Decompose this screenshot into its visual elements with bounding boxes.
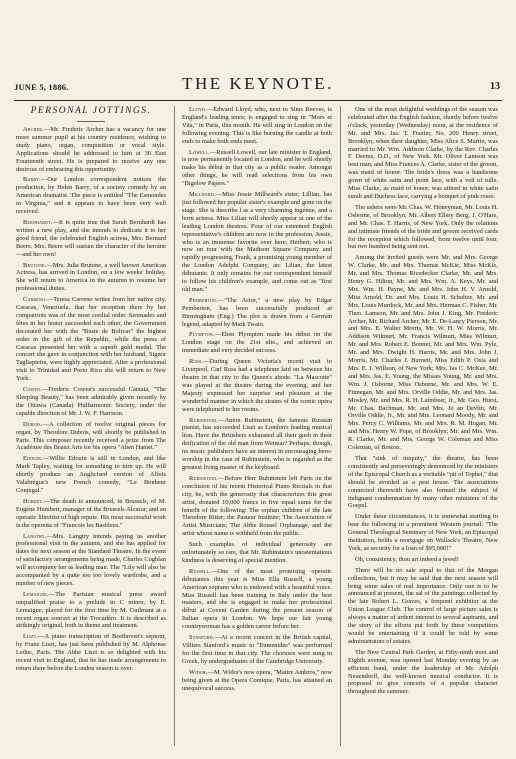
paragraph-text: —The Parisian musical press award unqualified praise to a prelude in C minor, by E. Lemaigne, played for the first time by M. Guilmant at a recent organ concert at the Trocadéro. It is described as strikingly original, both in theme and treatment.: [16, 590, 166, 630]
paragraph-text: —A piano transcription of Beethoven's septour, by Franz Liszt, has just been published by M. Alphonse Leduc, Paris. The Abbe Liszt is so delighted with his recent visit to England, that he has made arrangements to return there before the London season is over.: [16, 633, 166, 672]
paragraph-text: —At a recent concert in the British capital, Villiers Stanford's music to "Eumenides" was performed for the first time in that city. The choruses were sung in Greek, by undergraduates of the Cambridge University.: [182, 634, 332, 665]
paragraph-text: —One of the most promising operatic débutantes this year is Miss Ella Russell, a young American soprano who is endowed with a beautiful voice. Miss Russell has been training in Italy under the best masters, and she is engaged to make her professional début at Covent Garden during the present season of Italian opera in London. We hope our fair young countrywoman has a golden career before her.: [182, 567, 332, 631]
paragraph-text: —It is quite true that Sarah Bernhardt has written a new play, and she intends to dedicate it to her good friend, the celebrated English actress, Mrs. Bernard Beere. Mrs. Beere will sustain the character of the heroine—and her own!: [16, 218, 166, 258]
paragraph: [182, 568, 332, 631]
paragraph: [182, 297, 332, 329]
paragraph-lead: Ross.: [189, 358, 204, 366]
paragraph-text: Oh, consistency, thou art indeed a jewel!: [355, 555, 459, 563]
paragraph-text: —Russell Lowell, our late minister to England, is now permanently located in London, and he will shortly make his début in that city as a public reader. Amongst other things, he will read selections from his own "Bigelow Papers.": [182, 148, 332, 188]
paragraph: [16, 262, 166, 294]
paragraph: [16, 455, 166, 495]
paragraph-lead: Dubois.: [23, 420, 43, 428]
paragraph-text: —"The Actor," a new play by Edgar Pemberton, has been successfully produced at Birmingham (Eng.) The plot is drawn from a German legend, adapted by Mark Twain.: [182, 296, 332, 328]
paragraph: [182, 669, 332, 693]
paragraph: [348, 649, 498, 696]
section-divider: [77, 121, 105, 122]
paragraph: [348, 567, 498, 646]
paragraph-text: Such examples of individual generosity are unfortunately so rare, that Mr. Rubinstein's unostentatious kindness is deserving of special mention.: [182, 541, 332, 564]
paragraph: [182, 331, 332, 355]
paragraph-text: —Teresa Carreno writes from her native city, Caracas, Venezuela, that her reception there by her compatriots was of the most cordial order. Serenades and fêtes in her honor succeeded each other, the Government decorated her with the "Buste de Bolivar" the highest order in the gift of the Republic, while the press of Caracas presented her with a superb gold medal. The concert she gave in conjunction with her husband, Signor Tagliapietra, were highly appreciated. After a professional visit to Trinidad and Porto Rico she will return to New York.: [16, 296, 166, 383]
paragraph-lead: Widor.: [189, 668, 208, 676]
paragraph: [182, 634, 332, 666]
paragraph-lead: Russell.: [189, 567, 212, 575]
paragraph: [16, 219, 166, 259]
paragraph: [348, 513, 498, 553]
paragraph-text: There will be no sale equal to that of the Morgan collections, but it may be said that the next season will bring some sales of real importance. Only one is to be announced at present, the sal of the paintings collected by the late Robert L. Graves, a frequent exhibitor at the Union League Club. The control of large picture sales is always a matter of ardent interest to several aspirants, and the story of the efforts put forth by these competitors would be entertaining if it could be told by some administrators of estates.: [348, 566, 498, 645]
paragraph-text: The ushers were Mr. Chas. W. Honeyman, Mr. Louis H. Osborne, of Brooklyn, Mr. Albert Ellery Berg, J. O'Hare, and Mr. Chas. T. Harris, of New York. Only the relations and intimate friends of the bride and groom received cards for the reception which followed, from twelve until four, but two hundred being sent out.: [348, 203, 498, 251]
paragraph: [348, 204, 498, 251]
paragraph-text: That "sink of iniquity," the theatre, has been consistently and perseveringly denounced by the ministers of the Episcopal Church as a veritable "pit of Tophet," that should be avoided as a pest house. The associations connected therewith have also formed the subject of indignant condemnation by many other ministers of the Gospel.: [348, 454, 498, 510]
paragraph-lead: Pemberton.: [189, 296, 218, 304]
paragraph-lead: Plympton.: [189, 331, 215, 339]
paragraph-text: —M. Widor's new opera, "Maitre Ambros," now being given at the Opera Comique, Paris, has attained an unequivocal success.: [182, 668, 332, 692]
paragraph-text: —Willie Edouin is still in London, and like Mark Tapley, waiting for something to turn up. He will shortly produce an Anglicised version of Alfois Valabrègue's new French comedy, "Le Bonheur Conjugal.": [16, 455, 166, 494]
paragraph: [182, 149, 332, 189]
paragraph-lead: Millward.: [189, 191, 216, 199]
paragraph-text: The New Central Park Garden, at Fifty-ninth treet and Eighth avenue, was opened last Monday evening by an efficient band, under the leadership of Mr. Adolph Neuendorff, the well-known musical conductor. It is proposed to give concerts of a popular character throughout the summer.: [348, 648, 498, 696]
header-rule: [14, 100, 502, 101]
column-divider: [340, 106, 341, 746]
paragraph: [182, 541, 332, 565]
paragraph: [182, 417, 332, 472]
paragraph-lead: Stanford.: [189, 634, 215, 642]
paragraph-text: —Mr. Frederic Archer has a vacancy for one more summer pupil at his country residence, wishing to study piano, organ, composition or vocal style. Applications should be addressed to him at 36 East Fourteenth street. He is prepared to receive any one desirous of embracing this opportunity.: [16, 126, 166, 173]
paragraph: [16, 498, 166, 530]
paragraph: [16, 386, 166, 418]
paragraph-lead: Barry.: [23, 176, 41, 184]
paragraph-lead: Carreno.: [23, 296, 47, 304]
paragraph-text: —The death is announced, in Brussels, of M. Eugène Humbert, manager of the Brussels Alcazar, and an operatic librettist of high repute. His most successful work is the operetta of "Francois les Basbleus.": [16, 497, 166, 529]
column-divider: [174, 106, 175, 746]
paragraph: [182, 475, 332, 538]
paragraph-lead: Rubinstein.: [189, 474, 219, 482]
column-2: [182, 106, 332, 754]
paragraph-text: —Mrs. Julia Brutone, a well known American Actress, has arrived in London, on a few weeks' holiday. She will return to America in the autumn to resume her professional duties.: [16, 261, 166, 293]
paragraph: [16, 296, 166, 383]
paragraph-lead: Archer.: [23, 126, 44, 133]
column-1: [16, 106, 166, 754]
column-3: [348, 106, 498, 754]
paragraph: [16, 126, 166, 173]
paragraph-lead: Liszt.: [23, 633, 39, 641]
masthead-title: THE KEYNOTE.: [182, 74, 334, 93]
paragraph: [16, 421, 166, 453]
paragraph: [348, 106, 498, 201]
page-header: [14, 64, 502, 104]
paragraph-text: —Before Herr Rubinstein left Paris on the conclusion of his recent Historical Piano Recitals in that city, he, with the generosity that characterizes this great artist, donated 10,000 francs in five equal sums for the benefit of the following: The orphan children of the late Theodore Ritter; the Pasteur Institute; The Association of Artist Musicians; The Abbe Rousel Orphanage, and the artist whose name is withheld from the public.: [182, 474, 332, 538]
paragraph-lead: Langtry.: [23, 532, 47, 540]
paragraph-lead: Lowell.: [189, 148, 210, 156]
paragraph: [182, 106, 332, 146]
paragraph: [348, 254, 498, 452]
paragraph-text: One of the most delightful weddings of the season was celebrated after the English fashion, shortly before twelve o'clock, yesterday (Wednesday) noon, at the residence of Mr. and Mrs. Jas. T. Frazier, No. 200 Henry street, Brooklyn, when their daughter, Miss Alice S. Martin, was married to Mr. Wm. Addison Clarke, by the Rev. Charles F. Deems, D.D., of New York. Mr. Oliver Lamson was best man, and Miss Frances A. Clarke, sister of the groom, was maid of honor. The bride's dress was a handsome gown of white satin and point lace, with a veil of tulle. Miss Clarke, as maid of honor, was attired in white satin surah and Duchess lace, carrying a bouquet of pink roses.: [348, 106, 498, 200]
paragraph-lead: Edouin.: [23, 455, 43, 463]
paragraph: [348, 556, 498, 564]
paragraph-lead: Rubinstein.: [189, 416, 219, 424]
paragraph-lead: Lemaigne.: [23, 590, 49, 598]
paragraph-text: —Miss Jessie Millward's sister, Lillian, has just followed her popular sister's example and gone on the stage. She is describe l as a very charming ingénue, and a born actress. Miss Lilian will shortly appear at one of the leading London theatres. Four of our esteemed English representative's children are now in the profession, Jessie, who is an immense favorite over here, Herbert, who is now on tour with the Madison Square Company and rapidly progressing, Frank, a promising young member of the London Adelphi Company, an: Lilian, the latest débutante. It only remains for our correspondent himself to follow his children's example, and come out as "first old man.": [182, 191, 332, 293]
paragraph: [16, 633, 166, 673]
paragraph-text: —Eben Plympton made his début on the London stage on the 21st ulto., and achieved an immediate and very decided success.: [182, 331, 332, 355]
paragraph-text: —Mrs. Langtry intends paying us another professional visit in the autumn, and she has applied for dates for next season at the Standard Theatre. In the event of satisfactory arrangements being made, Charles Coghlan will accompany her as leading man. The "Lily will also be accompanied by a quite too too lovely wardrobe, and a number of new pieces.: [16, 532, 166, 587]
paragraph-text: —Anton Rubinstein, the famous Russian pianist, has succeeded Liszt as London's leading musical lion. Have the Britishers exhausted all their gush in their deification of the old man from Weimar? Perhaps, though, no music publishers have an interest in encouraging hero-worship in the case of Rubinstein, who is regarded as the greatest living master of the keyboard.: [182, 416, 332, 471]
paragraph-text: —Our London correspondent notices the production, by Helen Barry, of a society comedy by an American dramatist. The piece is entitled "The Esmondes in Virginia," and it appears to have been very well received.: [16, 176, 166, 216]
paragraph-text: —A collection of twelve original pieces for organ, by Theodore Dubois, will shortly be published in Paris. This composer recently received a prize from The Académie des Beaux Arts for his opera "Aben Hamet.": [16, 420, 166, 452]
paragraph-lead: Lloyd.: [189, 106, 207, 113]
paragraph-lead: Brutone.: [23, 261, 47, 269]
paragraph-text: —Frederic Cowen's successful Cantata, "The Sleeping Beauty," has been admirably given recently by the Ottawa (Canada) Philharmonic Society, under the capable direction of Mr. J. W. F. Harrison.: [16, 386, 166, 417]
paragraph: [16, 591, 166, 631]
paragraph: [16, 176, 166, 216]
paragraph-text: Under these circumstances, it is somewhat startling to hear the following in a prominent Western journal: "The General Theological Seminary of New York, an Episcopal institution, holds a mortgage on Wallack's Theatre, New York, as security for a loan of $95,000!": [348, 513, 498, 552]
paragraph-lead: Bernhardt.: [23, 218, 53, 226]
article-columns: [16, 106, 500, 754]
issue-date: JUNE 5, 1886.: [14, 82, 69, 92]
paragraph: [182, 358, 332, 413]
paragraph-text: Among the invited guests were Mr. and Mrs. George W. Clarke, Mr. and Mrs. Thomas McKie, Miss McKie, Mr. and Mrs. Thomas Ricedecker Clarke, Mr. and Mrs. Henry G. Hilton, Mr. and Mrs. Wm. A. Keys, Mr. and Mrs. Wm. H. Payne, Mr. and Mrs. John H. V. Arnold, Miss Arnold, Dr. and Mrs. Louis H. Schultze, Mr. and Mrs. Louis Murdock, Mr. and Mrs. Herman C. Fisher, Mr. Theo. Lamson, Mr. and Mrs. John J. King, Mr. Frederic Archer, Mr. Richard Archer, Mr. E. De-Lancy Pierson, Mr. and Mrs. E. Walter Morris, Mr. W. H. W. Morris, Mr. Addison Wilmurt, Mr. Francis Wilmurt, Miss Wilmurt, Mr. and Mrs. Robert E. Bonner, Mr. and Mrs. Wm. Pyle, Mr. and Mrs. Dwight H. Harris, Mr. and Mrs. John J. Morris, Mr. Charles J. Burnett, Miss Edith P. Osia and Mrs. E. J. Willson, of New York; Mrs. Jas C. McKee, Mr. and Mrs. Jas. E. Young, the Misses Young, Mr. and Mrs. Wm. J. Osborne, Miss Osborne, Mr. and Mrs. W. E. Finnegan, Mr. and Mrs. Orville Oddie, Mr. and Mrs. Jas. Mosley, Mr. and Mrs. R. H. Laimbeer, Jr., Mr. Geo. Hurst, Mr. Chas. Bachman, Mr. and Mrs. Jo an Devlin, Mr. Orville Oddie, Jr., Mr. and Mrs. Leonard Moody, Mr. and Mrs. Percy C. Williams, Mr. and Mrs. R. M. Hogan, Mr. and Mrs. Henry W. Pope, of Brooklyn; Mr. and Mrs. Wm. R. Clarke, Mr. and Mrs. George W. Coleman and Miss Coleman, of Boston.: [348, 254, 498, 452]
paragraph-lead: Cowen.: [23, 386, 43, 394]
page-number: 13: [490, 81, 500, 92]
paragraph-text: —During Queen Victoria's recent visit to Liverpool, Carl Ross had a telephone laid on between his theatre in that city to the Queen's abode. "La Mascotte" was played at the theatre during the evening, and her Majesty expressed her surprise and pleasure at the wonderful manner in which the strains of the comic opera were telephoned to her rooms.: [182, 358, 332, 413]
paragraph: [348, 455, 498, 510]
paragraph: [16, 533, 166, 588]
paragraph-text: —Edward Lloyd, who, next to Sims Reeves, is England's leading tenor, is engaged to sing in "Mors et Vita," in Paris, this month. He will sing in London on the following evening. This is like burning the candle at both ends to make both ends meet.: [182, 106, 332, 145]
paragraph-lead: Hubert.: [23, 497, 44, 505]
paragraph: [182, 191, 332, 294]
section-title: PERSONAL JOTTINGS.: [30, 106, 152, 116]
